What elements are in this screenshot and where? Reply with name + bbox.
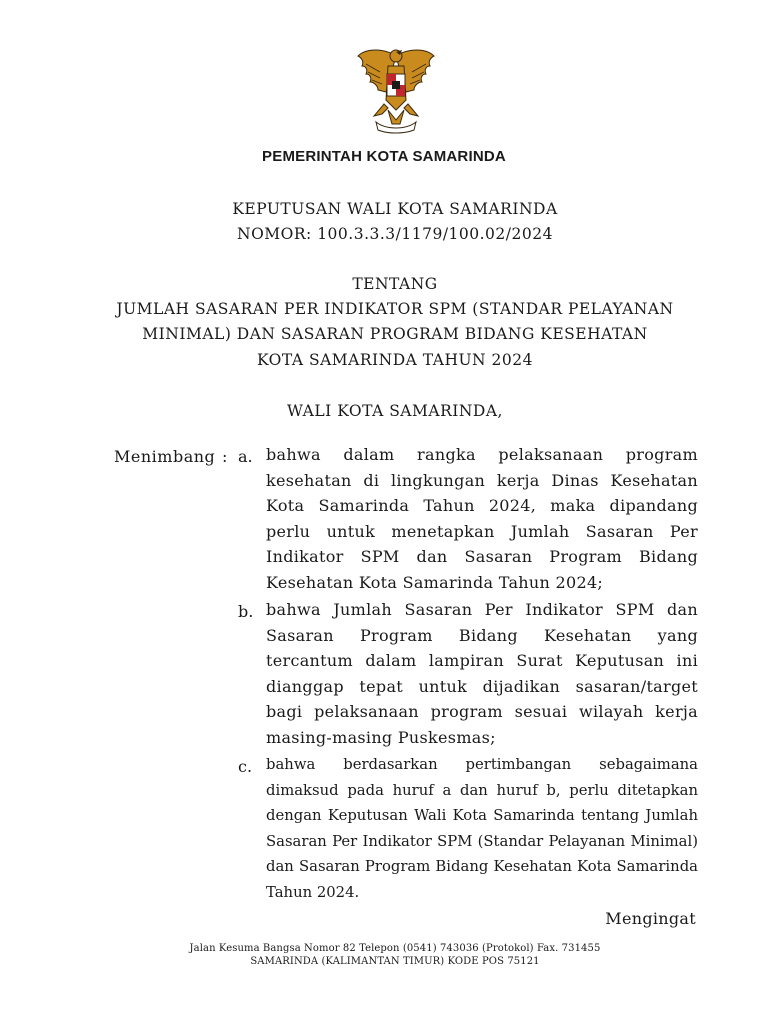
footer-address: Jalan Kesuma Bangsa Nomor 82 Telepon (0541) 743036 (Protokol) Fax. 731455 [189,943,601,954]
menimbang-label: Menimbang [114,447,216,466]
government-title: PEMERINTAH KOTA SAMARINDA [262,148,506,165]
decree-title: KEPUTUSAN WALI KOTA SAMARINDA [232,200,558,218]
item-letter-b: b. [238,602,254,621]
decree-number: NOMOR: 100.3.3.3/1179/100.02/2024 [237,225,553,243]
menimbang-colon: : [222,447,228,466]
next-section-label: Mengingat [605,909,696,928]
consideration-a: bahwa dalam rangka pelaksanaan program kesehatan di lingkungan kerja Dinas Kesehatan Kota Samarinda Tahun 2024, maka dipandang perlu untuk menetapkan Jumlah Sasaran Per Indikator SPM dan Sasaran Program Bidang Kesehatan Kota Samarinda Tahun 2024; [266,445,698,592]
item-letter-c: c. [238,757,253,776]
subject-line-3: KOTA SAMARINDA TAHUN 2024 [257,351,533,369]
subject-line-1: JUMLAH SASARAN PER INDIKATOR SPM (STANDAR PELAYANAN [116,300,674,318]
consideration-b: bahwa Jumlah Sasaran Per Indikator SPM dan Sasaran Program Bidang Kesehatan yang tercantum dalam lampiran Surat Keputusan ini dianggap tepat untuk dijadikan sasaran/target bagi pelaksanaan program sesuai wilayah kerja masing-masing Puskesmas; [266,600,698,747]
item-letter-a: a. [238,447,253,466]
garuda-pancasila-emblem [354,42,438,134]
subject-line-2: MINIMAL) DAN SASARAN PROGRAM BIDANG KESEHATAN [142,325,648,343]
issuer-line: WALI KOTA SAMARINDA, [287,402,503,420]
footer-city: SAMARINDA (KALIMANTAN TIMUR) KODE POS 75121 [250,956,540,967]
about-label: TENTANG [352,275,438,293]
consideration-c: bahwa berdasarkan pertimbangan sebagaimana dimaksud pada huruf a dan huruf b, perlu ditetapkan dengan Keputusan Wali Kota Samarinda tentang Jumlah Sasaran Per Indikator SPM (Standar Pelayanan Minimal) dan Sasaran Program Bidang Kesehatan Kota Samarinda Tahun 2024. [266,756,698,901]
